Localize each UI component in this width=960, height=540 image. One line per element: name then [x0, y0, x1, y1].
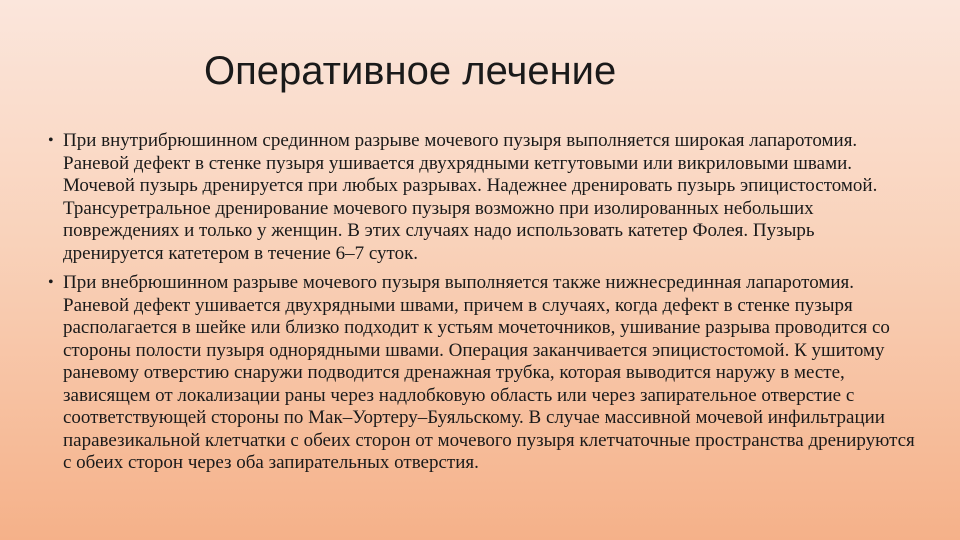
bullet-text: При внутрибрюшинном срединном разрыве мочевого пузыря выполняется широкая лапаротомия. Раневой дефект в стенке пузыря ушивается двухрядными кетгутовыми или викриловыми швами. Мочевой пузырь дренируется при любых разрывах. Надежнее дренировать пузырь эпицистостомой. Трансуретральное дренирование мочевого пузыря возможно при изолированных небольших повреждениях и только у женщин. В этих случаях надо использовать катетер Фолея. Пузырь дренируется катетером в течение 6–7 суток.: [63, 130, 878, 264]
bullet-item-intraperitoneal: [46, 130, 916, 265]
bullet-marker-icon: •: [48, 132, 54, 149]
bullet-marker-icon: •: [48, 274, 54, 291]
bullet-item-extraperitoneal: [46, 272, 916, 475]
bullet-text: При внебрюшинном разрыве мочевого пузыря выполняется также нижнесрединная лапаротомия. Раневой дефект ушивается двухрядными швами, причем в случаях, когда дефект в стенке пузыря располагается в шейке или близко подходит к устьям мочеточников, ушивание разрыва проводится со стороны полости пузыря однорядными швами. Операция заканчивается эпицистостомой. К ушитому раневому отверстию снаружи подводится дренажная трубка, которая выводится наружу в месте, зависящем от локализации раны через надлобковую область или через запирательное отверстие с соответствующей стороны по Мак–Уортеру–Буяльскому. В случае массивной мочевой инфильтрации паравезикальной клетчатки с обеих сторон от мочевого пузыря клетчаточные пространства дренируются с обеих сторон через оба запирательных отверстия.: [63, 272, 915, 473]
slide-title: Оперативное лечение: [204, 49, 617, 93]
slide-content: [46, 130, 916, 482]
